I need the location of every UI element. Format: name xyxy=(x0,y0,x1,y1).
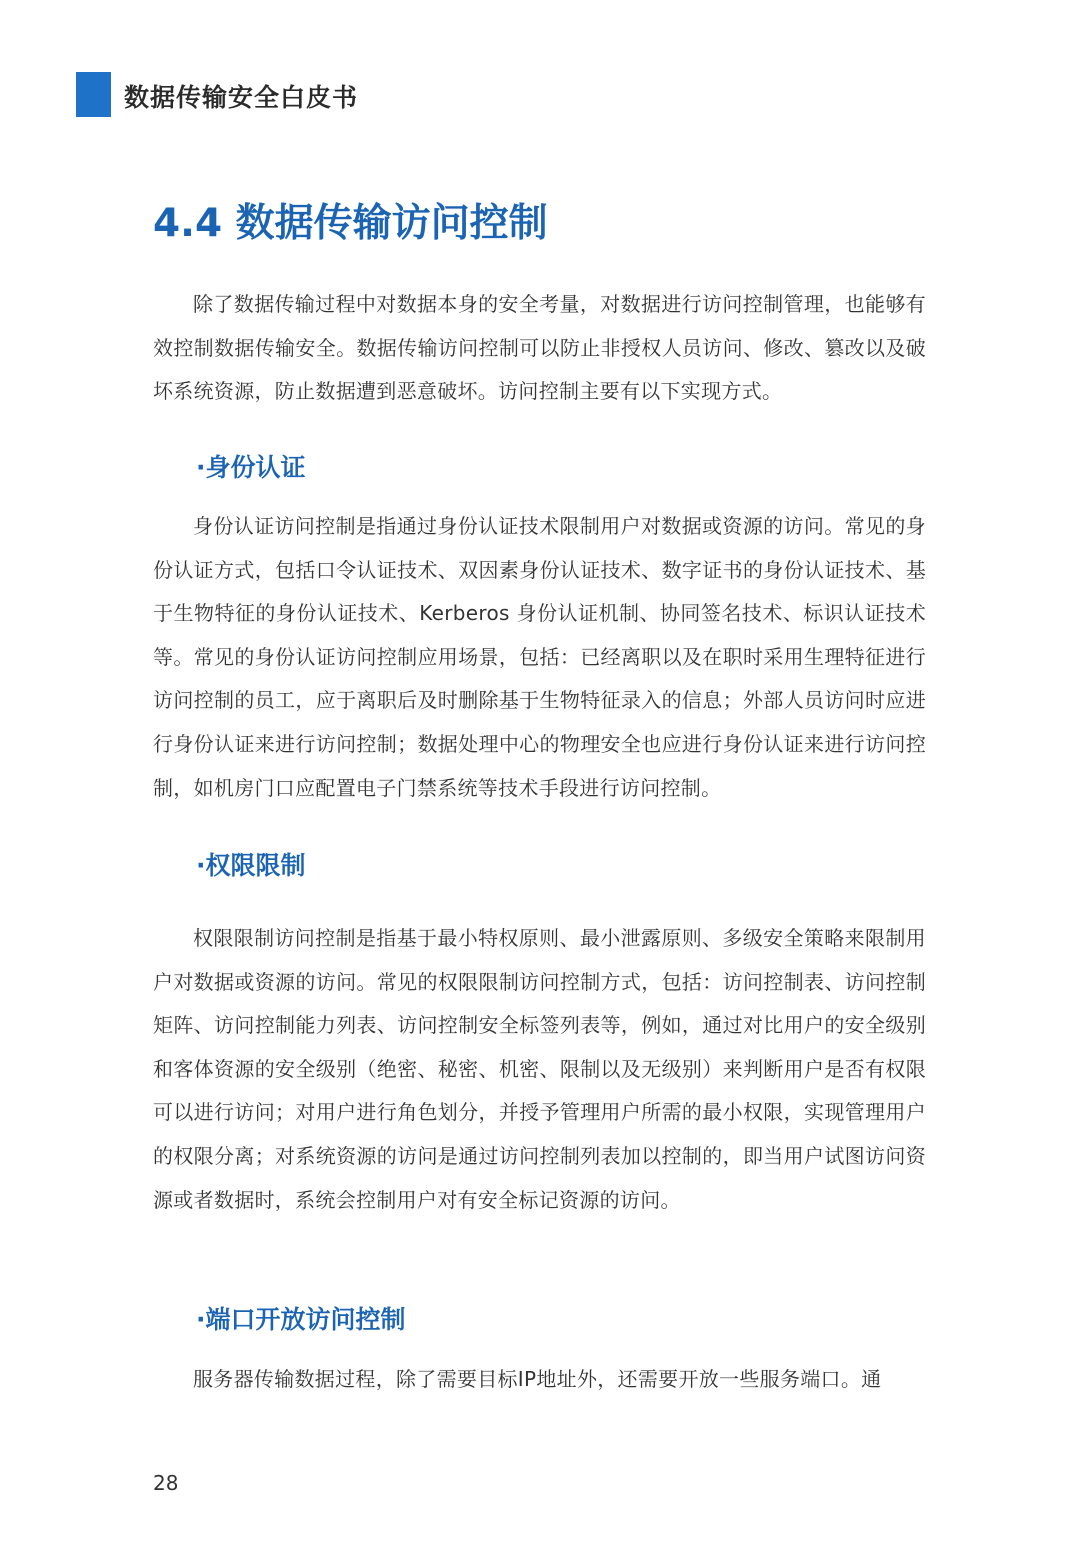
subsection-body-identity-auth: 身份认证访问控制是指通过身份认证技术限制用户对数据或资源的访问。常见的身份认证方式，包括口令认证技术、双因素身份认证技术、数字证书的身份认证技术、基于生物特征的身份认证技术、Kerberos 身份认证机制、协同签名技术、标识认证技术等。常见的身份认证访问控制应用场景，包括：已经离职以及在职时采用生理特征进行访问控制的员工，应于离职后及时删除基于生物特征录入的信息；外部人员访问时应进行身份认证来进行访问控制；数据处理中心的物理安全也应进行身份认证来进行访问控制，如机房门口应配置电子门禁系统等技术手段进行访问控制。 xyxy=(153,514,926,800)
section-title: 4.4 数据传输访问控制 xyxy=(153,201,548,246)
document-title: 数据传输安全白皮书 xyxy=(124,83,359,112)
subsection-body-permission-limit: 权限限制访问控制是指基于最小特权原则、最小泄露原则、多级安全策略来限制用户对数据或资源的访问。常见的权限限制访问控制方式，包括：访问控制表、访问控制矩阵、访问控制能力列表、访问控制安全标签列表等，例如，通过对比用户的安全级别和客体资源的安全级别（绝密、秘密、机密、限制以及无级别）来判断用户是否有权限可以进行访问；对用户进行角色划分，并授予管理用户所需的最小权限，实现管理用户的权限分离；对系统资源的访问是通过访问控制列表加以控制的，即当用户试图访问资源或者数据时，系统会控制用户对有安全标记资源的访问。 xyxy=(153,926,926,1212)
subsection-heading-port-access: ·端口开放访问控制 xyxy=(196,1305,406,1334)
subsection-body-port-access: 服务器传输数据过程，除了需要目标IP地址外，还需要开放一些服务端口。通 xyxy=(193,1367,882,1391)
subsection-heading-permission-limit: ·权限限制 xyxy=(196,851,306,880)
subsection-heading-identity-auth: ·身份认证 xyxy=(196,453,306,482)
section-intro-paragraph: 除了数据传输过程中对数据本身的安全考量，对数据进行访问控制管理，也能够有效控制数据传输安全。数据传输访问控制可以防止非授权人员访问、修改、篡改以及破坏系统资源，防止数据遭到恶意破坏。访问控制主要有以下实现方式。 xyxy=(153,292,926,404)
page-number: 28 xyxy=(153,1471,179,1495)
header-accent-block xyxy=(76,72,111,117)
